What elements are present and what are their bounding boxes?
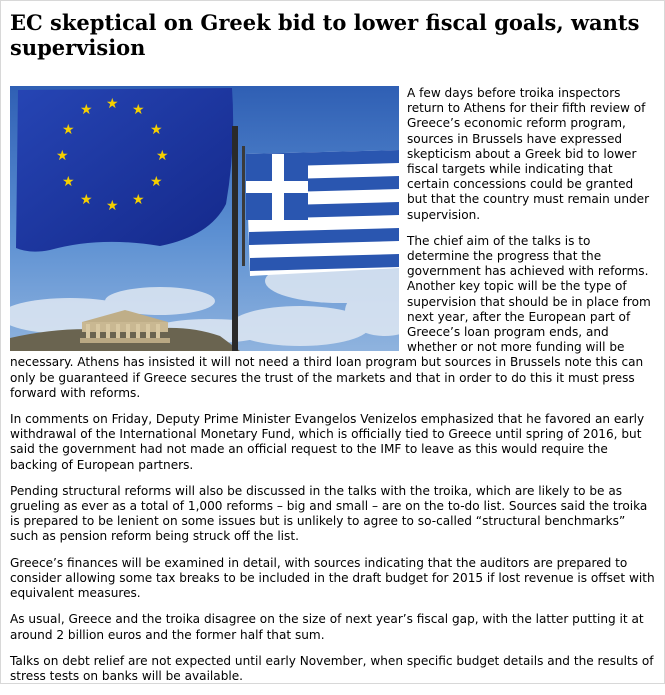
svg-text:★: ★: [132, 192, 145, 208]
eu-flag: [16, 88, 233, 252]
flag-pole-2: [242, 146, 245, 266]
paragraph-6: As usual, Greece and the troika disagree on the size of next year’s fiscal gap, with the latter putting it at around 2 billion euros and the former half that sum.: [10, 612, 644, 642]
svg-text:★: ★: [80, 102, 93, 118]
svg-text:★: ★: [62, 174, 75, 190]
paragraph-1: A few days before troika inspectors return to Athens for their fifth review of Greece’s economic reform program, sources in Brussels have expressed skepticism about a Greek bid to lower fiscal targets while indicating that certain concessions could be granted but that the country must remain under supervision.: [407, 86, 650, 222]
svg-text:★: ★: [150, 122, 163, 138]
article-photo: [10, 86, 399, 351]
paragraph-4: Pending structural reforms will also be discussed in the talks with the troika, which are likely to be as grueling as ever as a total of 1,000 reforms – big and small – are on the to-do list. Sources said the troika is prepared to be lenient on some issues but is unlikely to agree to so-called “structural benchmarks” such as pension reform being struck off the list.: [10, 483, 648, 544]
paragraph-7: Talks on debt relief are not expected until early November, when specific budget details and the results of stress tests on banks will be available.: [10, 653, 654, 683]
paragraph-2: The chief aim of the talks is to determine the progress that the government has achieved with reforms. Another key topic will be the type of supervision that should be in place from next year, after the European part of Greece’s loan program ends, and whether or not more funding will be necessary. Athens has insisted it will not need a third loan program but sources in Brussels note this can only be guaranteed if Greece secures the trust of the markets and that in order to do this it must press forward with reforms.: [10, 233, 651, 400]
svg-text:★: ★: [106, 198, 119, 214]
svg-text:★: ★: [62, 122, 75, 138]
svg-text:★: ★: [56, 148, 69, 164]
greek-flag: [246, 150, 399, 276]
svg-text:★: ★: [106, 96, 119, 112]
article-body: [10, 86, 656, 695]
paragraph-3: In comments on Friday, Deputy Prime Minister Evangelos Venizelos emphasized that he favored an early withdrawal of the International Monetary Fund, which is officially tied to Greece until spring of 2016, but said the government had not made an official request to the IMF to leave as this would require the backing of European partners.: [10, 412, 645, 472]
paragraph-5: Greece’s finances will be examined in detail, with sources indicating that the auditors are prepared to consider allowing some tax breaks to be included in the draft budget for 2015 if lost revenue is offset with equivalent measures.: [10, 555, 655, 601]
svg-text:★: ★: [156, 148, 169, 164]
svg-text:★: ★: [80, 192, 93, 208]
article-headline: EC skeptical on Greek bid to lower fiscal goals, wants supervision: [10, 10, 640, 60]
svg-text:★: ★: [132, 102, 145, 118]
flag-pole: [232, 126, 238, 351]
svg-text:★: ★: [150, 174, 163, 190]
